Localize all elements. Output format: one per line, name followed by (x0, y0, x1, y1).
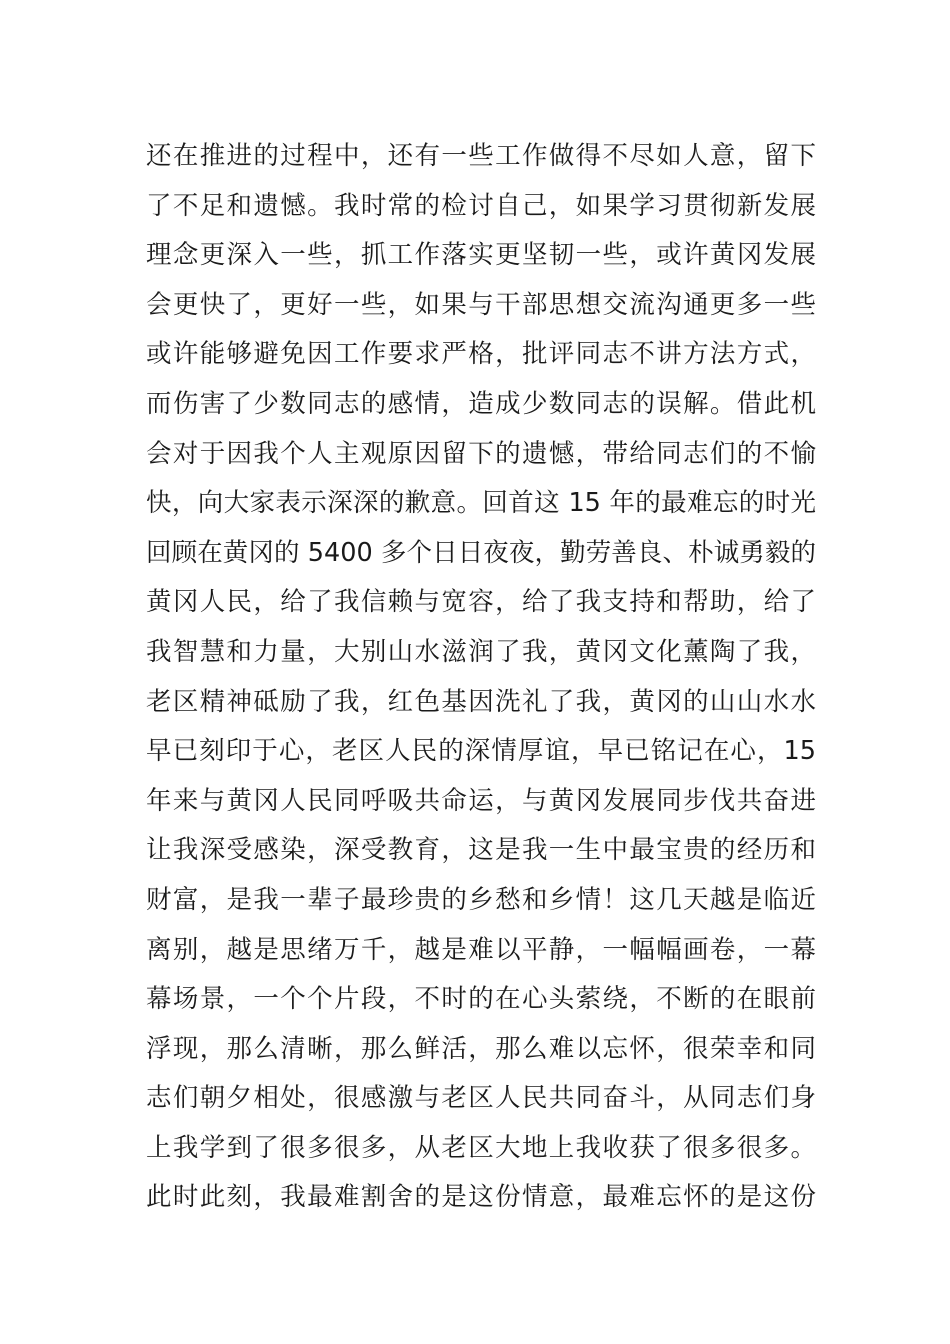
text-line: 我智慧和力量，大别山水滋润了我，黄冈文化薰陶了我， (146, 636, 816, 667)
text-line: 浮现，那么清晰，那么鲜活，那么难以忘怀，很荣幸和同 (146, 1033, 816, 1064)
text-line: 黄冈人民，给了我信赖与宽容，给了我支持和帮助，给了 (146, 587, 816, 618)
text-line: 回顾在黄冈的 5400 多个日日夜夜，勤劳善良、朴诚勇毅的 (146, 537, 816, 568)
text-line: 或许能够避免因工作要求严格，批评同志不讲方法方式， (146, 339, 816, 370)
text-line: 快，向大家表示深深的歉意。回首这 15 年的最难忘的时光 (146, 488, 816, 519)
text-line: 离别，越是思绪万千，越是难以平静，一幅幅画卷，一幕 (146, 934, 816, 965)
text-line: 了不足和遗憾。我时常的检讨自己，如果学习贯彻新发展 (146, 190, 816, 221)
text-line: 上我学到了很多很多，从老区大地上我收获了很多很多。 (146, 1132, 816, 1163)
text-line: 财富，是我一辈子最珍贵的乡愁和乡情！这几天越是临近 (146, 884, 816, 915)
text-line: 会更快了，更好一些，如果与干部思想交流沟通更多一些 (146, 289, 816, 320)
text-line: 此时此刻，我最难割舍的是这份情意，最难忘怀的是这份 (146, 1182, 816, 1213)
text-line: 老区精神砥励了我，红色基因洗礼了我，黄冈的山山水水 (146, 686, 816, 717)
text-line: 早已刻印于心，老区人民的深情厚谊，早已铭记在心，15 (146, 736, 816, 767)
text-line: 理念更深入一些，抓工作落实更坚韧一些，或许黄冈发展 (146, 240, 816, 271)
text-line: 年来与黄冈人民同呼吸共命运，与黄冈发展同步伐共奋进 (146, 785, 816, 816)
text-line: 幕场景，一个个片段，不时的在心头萦绕，不断的在眼前 (146, 984, 816, 1015)
text-line: 还在推进的过程中，还有一些工作做得不尽如人意，留下 (146, 141, 816, 171)
text-line: 会对于因我个人主观原因留下的遗憾，带给同志们的不愉 (146, 438, 816, 469)
text-line: 志们朝夕相处，很感激与老区人民共同奋斗，从同志们身 (146, 1083, 816, 1114)
body-text (146, 132, 816, 1223)
text-line: 让我深受感染，深受教育，这是我一生中最宝贵的经历和 (146, 835, 816, 866)
text-line: 而伤害了少数同志的感情，造成少数同志的误解。借此机 (146, 388, 816, 419)
